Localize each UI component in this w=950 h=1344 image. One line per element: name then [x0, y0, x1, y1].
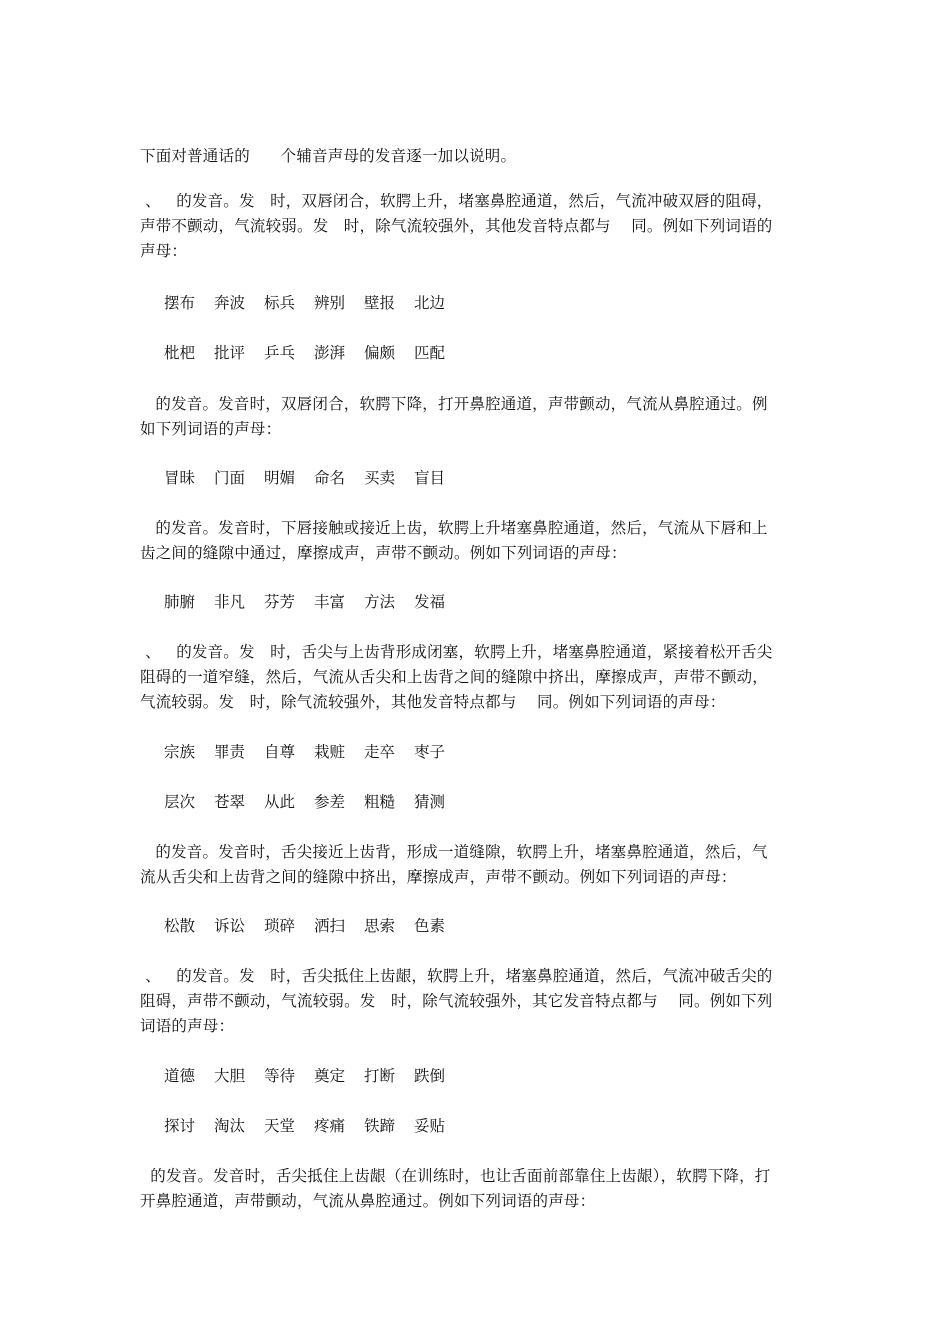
word: 自尊	[264, 743, 296, 761]
word: 猜测	[414, 793, 446, 811]
m-paragraph-line-2: 如下列词语的声母：	[140, 420, 282, 438]
word-row-b	[164, 293, 464, 313]
word: 色素	[414, 917, 446, 935]
word: 妥贴	[414, 1117, 446, 1135]
word: 门面	[214, 469, 246, 487]
intro-line: 下面对普通话的 个辅音声母的发音逐一加以说明。	[140, 147, 517, 165]
word: 奔波	[214, 294, 246, 312]
s-paragraph-line-2: 流从舌尖和上齿背之间的缝隙中挤出，摩擦成声，声带不颤动。例如下列词语的声母：	[140, 868, 737, 886]
bp-paragraph-line-2: 声带不颤动，气流较弱。发 时，除气流较强外，其他发音特点都与 同。例如下列词语的	[140, 217, 773, 235]
word-row-s	[164, 916, 464, 936]
word: 天堂	[264, 1117, 296, 1135]
word-row-m	[164, 468, 464, 488]
word: 乒乓	[264, 344, 296, 362]
word: 辨别	[314, 294, 346, 312]
dt-paragraph-line-1: 、 的发音。发 时，舌尖抵住上齿龈，软腭上升，堵塞鼻腔通道，然后，气流冲破舌尖的	[140, 967, 773, 985]
word: 标兵	[264, 294, 296, 312]
word: 明媚	[264, 469, 296, 487]
n-paragraph-line-1: 的发音。发音时，舌尖抵住上齿龈（在训练时，也让舌面前部靠住上齿龈），软腭下降，打	[140, 1167, 771, 1185]
word: 宗族	[164, 743, 196, 761]
word: 买卖	[364, 469, 396, 487]
word: 走卒	[364, 743, 396, 761]
word: 方法	[364, 593, 396, 611]
bp-paragraph-line-1: 、 的发音。发 时，双唇闭合，软腭上升，堵塞鼻腔通道，然后，气流冲破双唇的阻碍，	[140, 192, 773, 210]
word: 奠定	[314, 1067, 346, 1085]
word: 芬芳	[264, 593, 296, 611]
dt-paragraph-line-2: 阻碍，声带不颤动，气流较弱。发 时，除气流较强外，其它发音特点都与 同。例如下列	[140, 992, 773, 1010]
word-row-f	[164, 592, 464, 612]
word: 命名	[314, 469, 346, 487]
s-paragraph-line-1: 的发音。发音时，舌尖接近上齿背，形成一道缝隙，软腭上升，堵塞鼻腔通道，然后，气	[140, 843, 768, 861]
dt-paragraph-line-3: 词语的声母：	[140, 1017, 235, 1035]
word: 粗糙	[364, 793, 396, 811]
word: 批评	[214, 344, 246, 362]
word: 栽赃	[314, 743, 346, 761]
word: 道德	[164, 1067, 196, 1085]
word: 澎湃	[314, 344, 346, 362]
word: 枇杷	[164, 344, 196, 362]
n-paragraph-line-2: 开鼻腔通道，声带颤动，气流从鼻腔通过。例如下列词语的声母：	[140, 1192, 596, 1210]
word: 诉讼	[214, 917, 246, 935]
word: 北边	[414, 294, 446, 312]
word-row-c	[164, 792, 464, 812]
word: 层次	[164, 793, 196, 811]
word: 罪责	[214, 743, 246, 761]
word: 枣子	[414, 743, 446, 761]
word: 探讨	[164, 1117, 196, 1135]
zc-paragraph-line-2: 阻碍的一道窄缝，然后，气流从舌尖和上齿背之间的缝隙中挤出，摩擦成声，声带不颤动，	[140, 668, 769, 686]
word: 非凡	[214, 593, 246, 611]
word: 松散	[164, 917, 196, 935]
word: 大胆	[214, 1067, 246, 1085]
word: 思索	[364, 917, 396, 935]
f-paragraph-line-1: 的发音。发音时，下唇接触或接近上齿，软腭上升堵塞鼻腔通道，然后，气流从下唇和上	[140, 519, 768, 537]
word: 跌倒	[414, 1067, 446, 1085]
word: 打断	[364, 1067, 396, 1085]
word: 丰富	[314, 593, 346, 611]
word: 摆布	[164, 294, 196, 312]
word: 疼痛	[314, 1117, 346, 1135]
word-row-z	[164, 742, 464, 762]
bp-paragraph-line-3: 声母：	[140, 242, 188, 260]
word-row-p	[164, 343, 464, 363]
f-paragraph-line-2: 齿之间的缝隙中通过，摩擦成声，声带不颤动。例如下列词语的声母：	[140, 544, 627, 562]
word-row-t	[164, 1116, 464, 1136]
word: 参差	[314, 793, 346, 811]
word: 苍翠	[214, 793, 246, 811]
word: 匹配	[414, 344, 446, 362]
word: 淘汰	[214, 1117, 246, 1135]
word: 发福	[414, 593, 446, 611]
word: 从此	[264, 793, 296, 811]
m-paragraph-line-1: 的发音。发音时，双唇闭合，软腭下降，打开鼻腔通道，声带颤动，气流从鼻腔通过。例	[140, 395, 768, 413]
word: 壁报	[364, 294, 396, 312]
word: 洒扫	[314, 917, 346, 935]
word: 琐碎	[264, 917, 296, 935]
word: 等待	[264, 1067, 296, 1085]
word-row-d	[164, 1066, 464, 1086]
word: 盲目	[414, 469, 446, 487]
zc-paragraph-line-1: 、 的发音。发 时，舌尖与上齿背形成闭塞，软腭上升，堵塞鼻腔通道，紧接着松开舌尖	[140, 643, 773, 661]
word: 肺腑	[164, 593, 196, 611]
word: 偏颇	[364, 344, 396, 362]
word: 冒昧	[164, 469, 196, 487]
word: 铁蹄	[364, 1117, 396, 1135]
zc-paragraph-line-3: 气流较弱。发 时，除气流较强外，其他发音特点都与 同。例如下列词语的声母：	[140, 693, 726, 711]
